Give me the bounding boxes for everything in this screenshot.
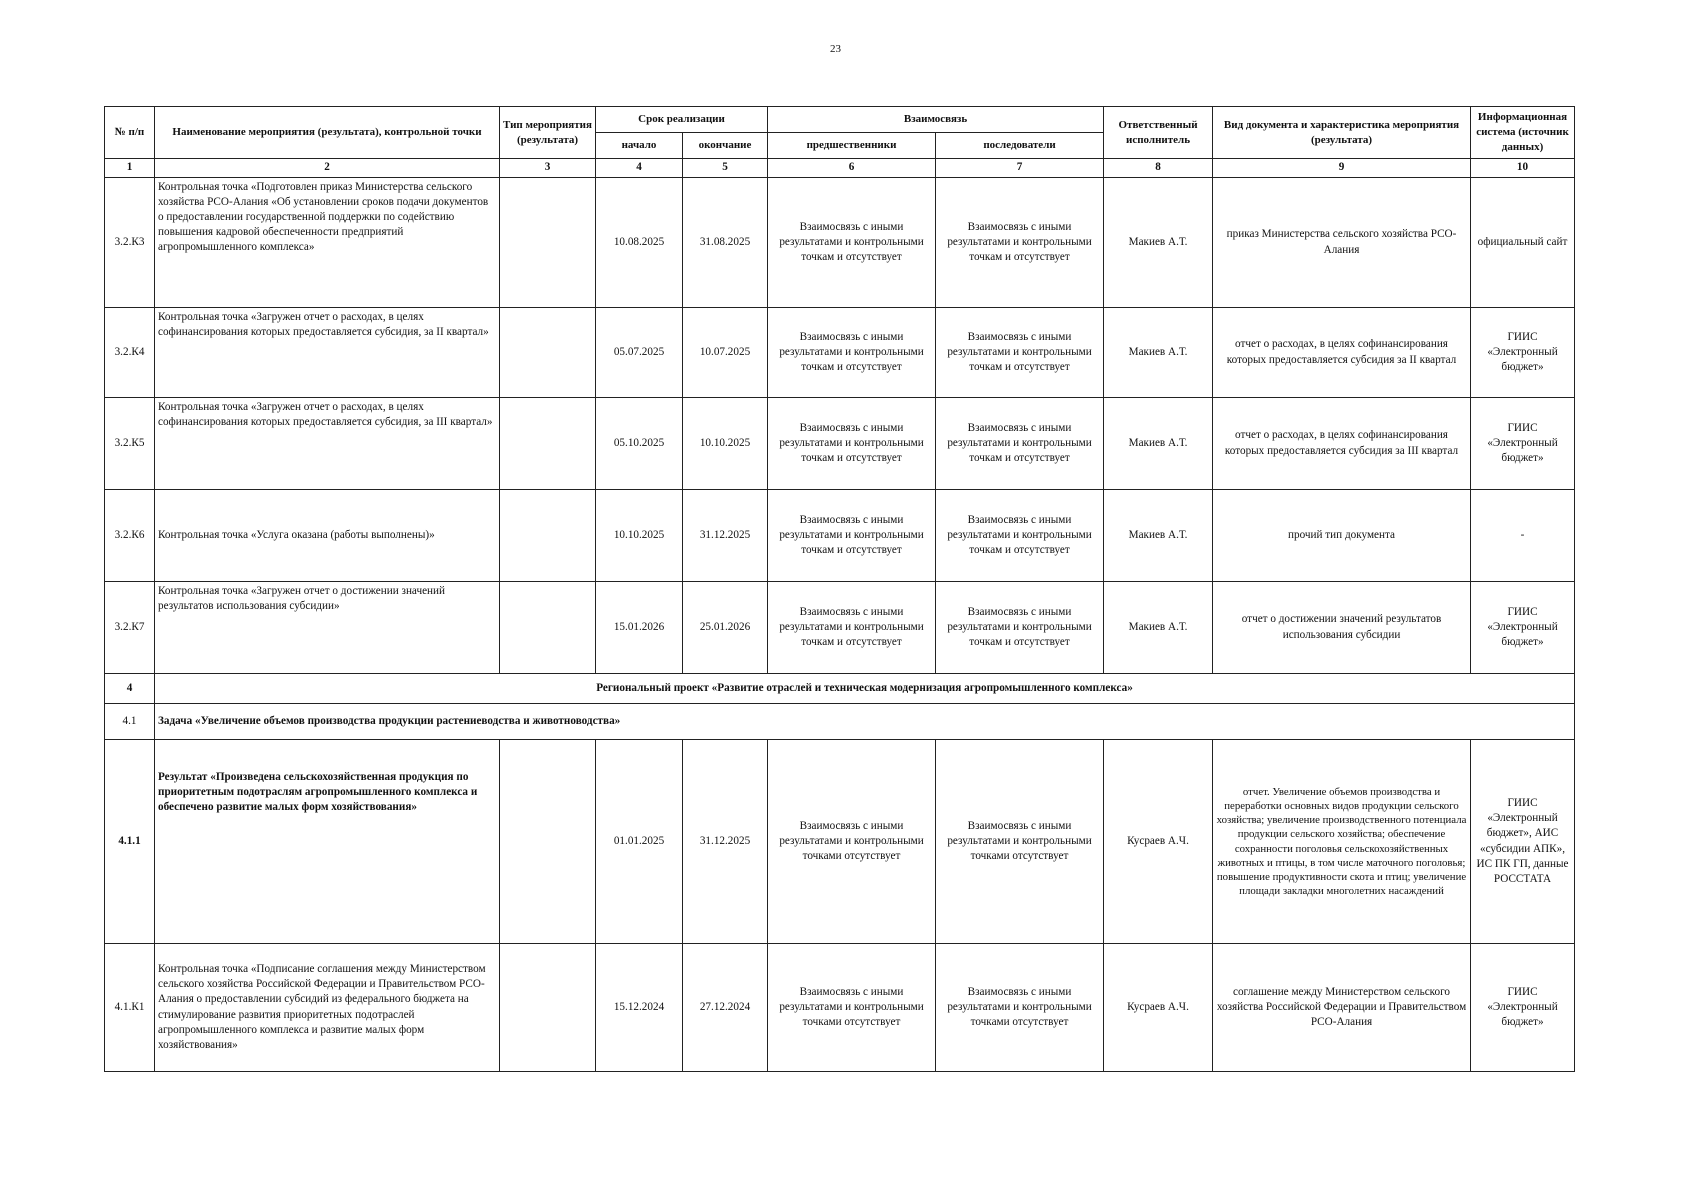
- result-row: [105, 740, 1575, 944]
- row-start: 05.10.2025: [596, 398, 683, 490]
- row-type: [500, 582, 596, 674]
- section-row: [105, 674, 1575, 704]
- row-num: 3.2.К5: [105, 398, 155, 490]
- row-start: 10.10.2025: [596, 490, 683, 582]
- header-info: Информационная система (источник данных): [1471, 107, 1575, 159]
- row-name: Контрольная точка «Подготовлен приказ Министерства сельского хозяйства РСО-Алания «Об установлении сроков подачи документов о предоставлении государственной поддержки по содействию повышения кадровой обеспеченности предприятий агропромышленного комплекса»: [155, 178, 500, 308]
- row-start: 15.01.2026: [596, 582, 683, 674]
- row-resp: Макиев А.Т.: [1104, 308, 1213, 398]
- header-num: № п/п: [105, 107, 155, 159]
- table-row: [105, 308, 1575, 398]
- row-type: [500, 490, 596, 582]
- row-resp: Макиев А.Т.: [1104, 582, 1213, 674]
- header-name: Наименование мероприятия (результата), контрольной точки: [155, 107, 500, 159]
- table-row: [105, 944, 1575, 1072]
- table-row: [105, 178, 1575, 308]
- row-resp: Кусраев А.Ч.: [1104, 944, 1213, 1072]
- row-end: 25.01.2026: [683, 582, 768, 674]
- row-doc: соглашение между Министерством сельского хозяйства Российской Федерации и Правительством РСО-Алания: [1213, 944, 1471, 1072]
- row-resp: Макиев А.Т.: [1104, 490, 1213, 582]
- col-number: 6: [768, 159, 936, 178]
- row-end: 31.12.2025: [683, 490, 768, 582]
- row-num: 4.1.1: [105, 740, 155, 944]
- col-number: 2: [155, 159, 500, 178]
- row-info: ГИИС «Электронный бюджет»: [1471, 582, 1575, 674]
- table-row: [105, 490, 1575, 582]
- row-succ: Взаимосвязь с иными результатами и контрольными точкам и отсутствует: [936, 308, 1104, 398]
- plan-table: [104, 106, 1575, 1072]
- task-num: 4.1: [105, 704, 155, 740]
- row-doc: отчет о достижении значений результатов использования субсидии: [1213, 582, 1471, 674]
- row-pred: Взаимосвязь с иными результатами и контрольными точкам и отсутствует: [768, 582, 936, 674]
- col-number: 3: [500, 159, 596, 178]
- row-succ: Взаимосвязь с иными результатами и контрольными точкам и отсутствует: [936, 178, 1104, 308]
- row-name: Контрольная точка «Загружен отчет о расходах, в целях софинансирования которых предоставляется субсидия, за III квартал»: [155, 398, 500, 490]
- row-info: ГИИС «Электронный бюджет»: [1471, 398, 1575, 490]
- row-doc: отчет о расходах, в целях софинансирования которых предоставляется субсидия за III квартал: [1213, 398, 1471, 490]
- row-info: официальный сайт: [1471, 178, 1575, 308]
- row-name: Контрольная точка «Услуга оказана (работы выполнены)»: [155, 490, 500, 582]
- row-type: [500, 740, 596, 944]
- row-num: 3.2.К4: [105, 308, 155, 398]
- header-doc: Вид документа и характеристика мероприятия (результата): [1213, 107, 1471, 159]
- task-row: [105, 704, 1575, 740]
- row-succ: Взаимосвязь с иными результатами и контрольными точкам и отсутствует: [936, 582, 1104, 674]
- row-name: Контрольная точка «Загружен отчет о достижении значений результатов использования субсидии»: [155, 582, 500, 674]
- col-number: 8: [1104, 159, 1213, 178]
- row-doc: отчет. Увеличение объемов производства и переработки основных видов продукции сельского хозяйства; увеличение производственного потенциала продукции сельского хозяйства; обеспечение сохранности поголовья сельскохозяйственных животных и птицы, в том числе маточного поголовья; повышение продуктивности скота и птиц; увеличение площади закладки многолетних насаждений: [1213, 740, 1471, 944]
- row-type: [500, 178, 596, 308]
- header-succ: последователи: [936, 133, 1104, 159]
- table-row: [105, 398, 1575, 490]
- row-resp: Макиев А.Т.: [1104, 178, 1213, 308]
- header-relation: Взаимосвязь: [768, 107, 1104, 133]
- row-type: [500, 398, 596, 490]
- row-type: [500, 308, 596, 398]
- col-number: 1: [105, 159, 155, 178]
- row-end: 10.10.2025: [683, 398, 768, 490]
- col-number: 5: [683, 159, 768, 178]
- table-row: [105, 582, 1575, 674]
- row-resp: Кусраев А.Ч.: [1104, 740, 1213, 944]
- row-num: 3.2.К6: [105, 490, 155, 582]
- row-start: 05.07.2025: [596, 308, 683, 398]
- row-end: 27.12.2024: [683, 944, 768, 1072]
- row-succ: Взаимосвязь с иными результатами и контрольными точкам и отсутствует: [936, 398, 1104, 490]
- row-doc: прочий тип документа: [1213, 490, 1471, 582]
- row-type: [500, 944, 596, 1072]
- row-pred: Взаимосвязь с иными результатами и контрольными точкам и отсутствует: [768, 308, 936, 398]
- col-number: 4: [596, 159, 683, 178]
- row-pred: Взаимосвязь с иными результатами и контрольными точкам и отсутствует: [768, 178, 936, 308]
- row-succ: Взаимосвязь с иными результатами и контрольными точками отсутствует: [936, 944, 1104, 1072]
- row-pred: Взаимосвязь с иными результатами и контрольными точкам и отсутствует: [768, 490, 936, 582]
- column-numbers-row: [105, 159, 1575, 178]
- row-succ: Взаимосвязь с иными результатами и контрольными точками отсутствует: [936, 740, 1104, 944]
- header-period: Срок реализации: [596, 107, 768, 133]
- row-num: 4.1.К1: [105, 944, 155, 1072]
- header-pred: предшественники: [768, 133, 936, 159]
- header-resp: Ответственный исполнитель: [1104, 107, 1213, 159]
- header-type: Тип мероприятия (результата): [500, 107, 596, 159]
- section-num: 4: [105, 674, 155, 704]
- col-number: 9: [1213, 159, 1471, 178]
- row-start: 10.08.2025: [596, 178, 683, 308]
- row-doc: приказ Министерства сельского хозяйства РСО-Алания: [1213, 178, 1471, 308]
- task-title: Задача «Увеличение объемов производства продукции растениеводства и животноводства»: [155, 704, 1575, 740]
- row-succ: Взаимосвязь с иными результатами и контрольными точкам и отсутствует: [936, 490, 1104, 582]
- row-end: 31.08.2025: [683, 178, 768, 308]
- row-name: Контрольная точка «Загружен отчет о расходах, в целях софинансирования которых предоставляется субсидия, за II квартал»: [155, 308, 500, 398]
- row-pred: Взаимосвязь с иными результатами и контрольными точками отсутствует: [768, 944, 936, 1072]
- row-name: Результат «Произведена сельскохозяйственная продукция по приоритетным подотраслям агропромышленного комплекса и обеспечено развитие малых форм хозяйствования»: [155, 740, 500, 944]
- row-start: 01.01.2025: [596, 740, 683, 944]
- row-resp: Макиев А.Т.: [1104, 398, 1213, 490]
- row-info: ГИИС «Электронный бюджет»: [1471, 308, 1575, 398]
- header-end: окончание: [683, 133, 768, 159]
- row-num: 3.2.К7: [105, 582, 155, 674]
- row-end: 10.07.2025: [683, 308, 768, 398]
- row-name: Контрольная точка «Подписание соглашения между Министерством сельского хозяйства Российской Федерации и Правительством РСО-Алания о предоставлении субсидий из федерального бюджета на стимулирование развития приоритетных подотраслей агропромышленного комплекса и развитие малых форм хозяйствования»: [155, 944, 500, 1072]
- col-number: 10: [1471, 159, 1575, 178]
- row-pred: Взаимосвязь с иными результатами и контрольными точками отсутствует: [768, 740, 936, 944]
- col-number: 7: [936, 159, 1104, 178]
- row-info: ГИИС «Электронный бюджет», АИС «субсидии АПК», ИС ПК ГП, данные РОССТАТА: [1471, 740, 1575, 944]
- row-start: 15.12.2024: [596, 944, 683, 1072]
- header-start: начало: [596, 133, 683, 159]
- row-end: 31.12.2025: [683, 740, 768, 944]
- row-pred: Взаимосвязь с иными результатами и контрольными точкам и отсутствует: [768, 398, 936, 490]
- row-info: -: [1471, 490, 1575, 582]
- page-number: 23: [830, 43, 841, 55]
- row-num: 3.2.К3: [105, 178, 155, 308]
- row-doc: отчет о расходах, в целях софинансирования которых предоставляется субсидия за II квартал: [1213, 308, 1471, 398]
- row-info: ГИИС «Электронный бюджет»: [1471, 944, 1575, 1072]
- section-title: Региональный проект «Развитие отраслей и техническая модернизация агропромышленного комплекса»: [155, 674, 1575, 704]
